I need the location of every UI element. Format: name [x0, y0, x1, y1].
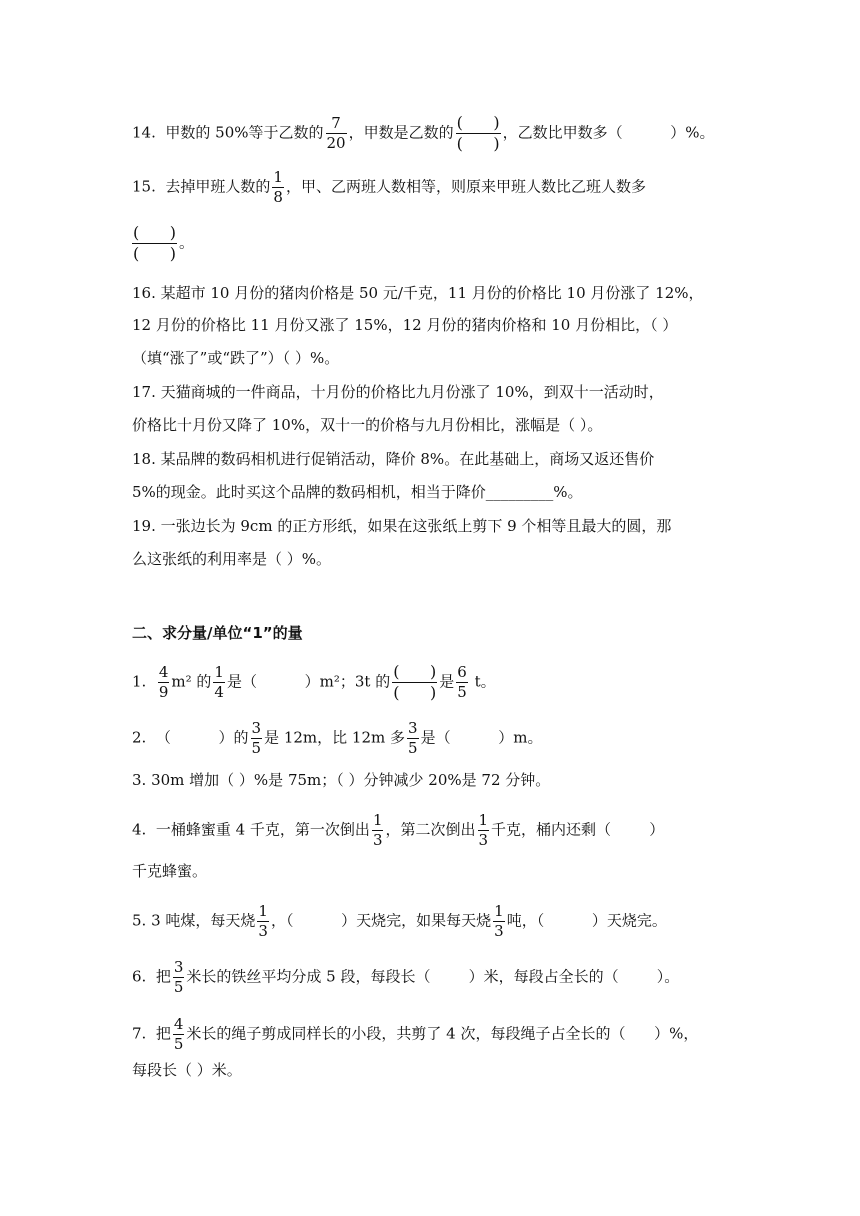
- fraction-4-5: $\frac{4}{5}$: [173, 1015, 184, 1053]
- fraction-6-5: $\frac{6}{5}$: [457, 663, 467, 701]
- fraction-1-3: $\frac{1}{3}$: [258, 902, 268, 940]
- question-18-line-2: 5%的现金。此时买这个品牌的数码相机，相当于降价_________%。: [132, 483, 583, 501]
- question-16-line-2: 12 月份的价格比 11 月份又涨了 15%，12 月份的猪肉价格和 10 月份相比，（ ）: [132, 316, 678, 334]
- problem-2: 2. （ ）的 $\frac{3}{5}$ 是 12m，比 12m 多 $\frac{3}{5}$ 是（ ）m。: [132, 719, 543, 757]
- problem-5: 5. 3 吨煤，每天烧 $\frac{1}{3}$ ，（ ）天烧完，如果每天烧 $\frac{1}{3}$ 吨，（ ）天烧完。: [132, 902, 667, 940]
- fraction-7-20: $\frac{7}{20}$: [326, 114, 346, 152]
- question-14: 14. 甲数的 50%等于乙数的 $\frac{7}{20}$ ，甲数是乙数的 $\frac{( )}{( )}$ ，乙数比甲数多（ ）%。: [132, 113, 715, 153]
- fraction-1-3: $\frac{1}{3}$: [478, 811, 489, 849]
- problem-3: 3. 30m 增加（ ）%是 75m；（ ）分钟减少 20%是 72 分钟。: [132, 771, 551, 789]
- fraction-blank: $\frac{( )}{( )}$: [456, 113, 500, 153]
- question-17-line-2: 价格比十月份又降了 10%，双十一的价格与九月份相比，涨幅是（ ）。: [132, 416, 603, 434]
- fraction-3-5: $\frac{3}{5}$: [251, 719, 262, 757]
- question-19-line-1: 19. 一张边长为 9cm 的正方形纸，如果在这张纸上剪下 9 个相等且最大的圆，那: [132, 517, 672, 535]
- problem-6: 6. 把 $\frac{3}{5}$ 米长的铁丝平均分成 5 段，每段长（ ）米，每段占全长的（ ）。: [132, 958, 680, 996]
- question-18-line-1: 18. 某品牌的数码相机进行促销活动，降价 8%。在此基础上，商场又返还售价: [132, 450, 655, 468]
- question-19-line-2: 么这张纸的利用率是（ ）%。: [132, 550, 332, 568]
- question-15: 15. 去掉甲班人数的 $\frac{1}{8}$ ，甲、乙两班人数相等，则原来甲班人数比乙班人数多: [132, 168, 646, 206]
- fraction-1-4: $\frac{1}{4}$: [214, 663, 224, 701]
- problem-7: 7. 把 $\frac{4}{5}$ 米长的绳子剪成同样长的小段，共剪了 4 次，每段绳子占全长的（ ）%，: [132, 1015, 699, 1053]
- fraction-1-8: $\frac{1}{8}$: [273, 168, 283, 206]
- fraction-4-9: $\frac{4}{9}$: [158, 663, 169, 701]
- fraction-3-5: $\frac{3}{5}$: [408, 719, 418, 757]
- fraction-1-3: $\frac{1}{3}$: [494, 902, 504, 940]
- fraction-blank: $\frac{( )}{( )}$: [393, 662, 437, 702]
- fraction-1-3: $\frac{1}{3}$: [372, 811, 383, 849]
- question-17-line-1: 17. 天猫商城的一件商品，十月份的价格比九月份涨了 10%，到双十一活动时，: [132, 383, 664, 401]
- question-15-answer: $\frac{( )}{( )}$ 。: [133, 223, 195, 263]
- problem-7-line-2: 每段长（ ）米。: [132, 1061, 242, 1079]
- section-heading: 二、求分量/单位“1”的量: [132, 624, 303, 642]
- question-16-line-1: 16. 某超市 10 月份的猪肉价格是 50 元/千克，11 月份的价格比 10 月份涨了 12%，: [132, 284, 704, 302]
- problem-4-line-2: 千克蜂蜜。: [132, 862, 208, 880]
- problem-4: 4. 一桶蜂蜜重 4 千克，第一次倒出 $\frac{1}{3}$ ，第二次倒出 $\frac{1}{3}$ 千克，桶内还剩（ ）: [132, 811, 665, 849]
- fraction-3-5: $\frac{3}{5}$: [173, 958, 184, 996]
- fraction-blank: $\frac{( )}{( )}$: [133, 223, 176, 263]
- question-16-line-3: （填“涨了”或“跌了”）（ ）%。: [132, 349, 340, 367]
- problem-1: 1. $\frac{4}{9}$ m² 的 $\frac{1}{4}$ 是（ ）m²；3t 的 $\frac{( )}{( )}$ 是 $\frac{6}{5}$ t。: [132, 662, 496, 702]
